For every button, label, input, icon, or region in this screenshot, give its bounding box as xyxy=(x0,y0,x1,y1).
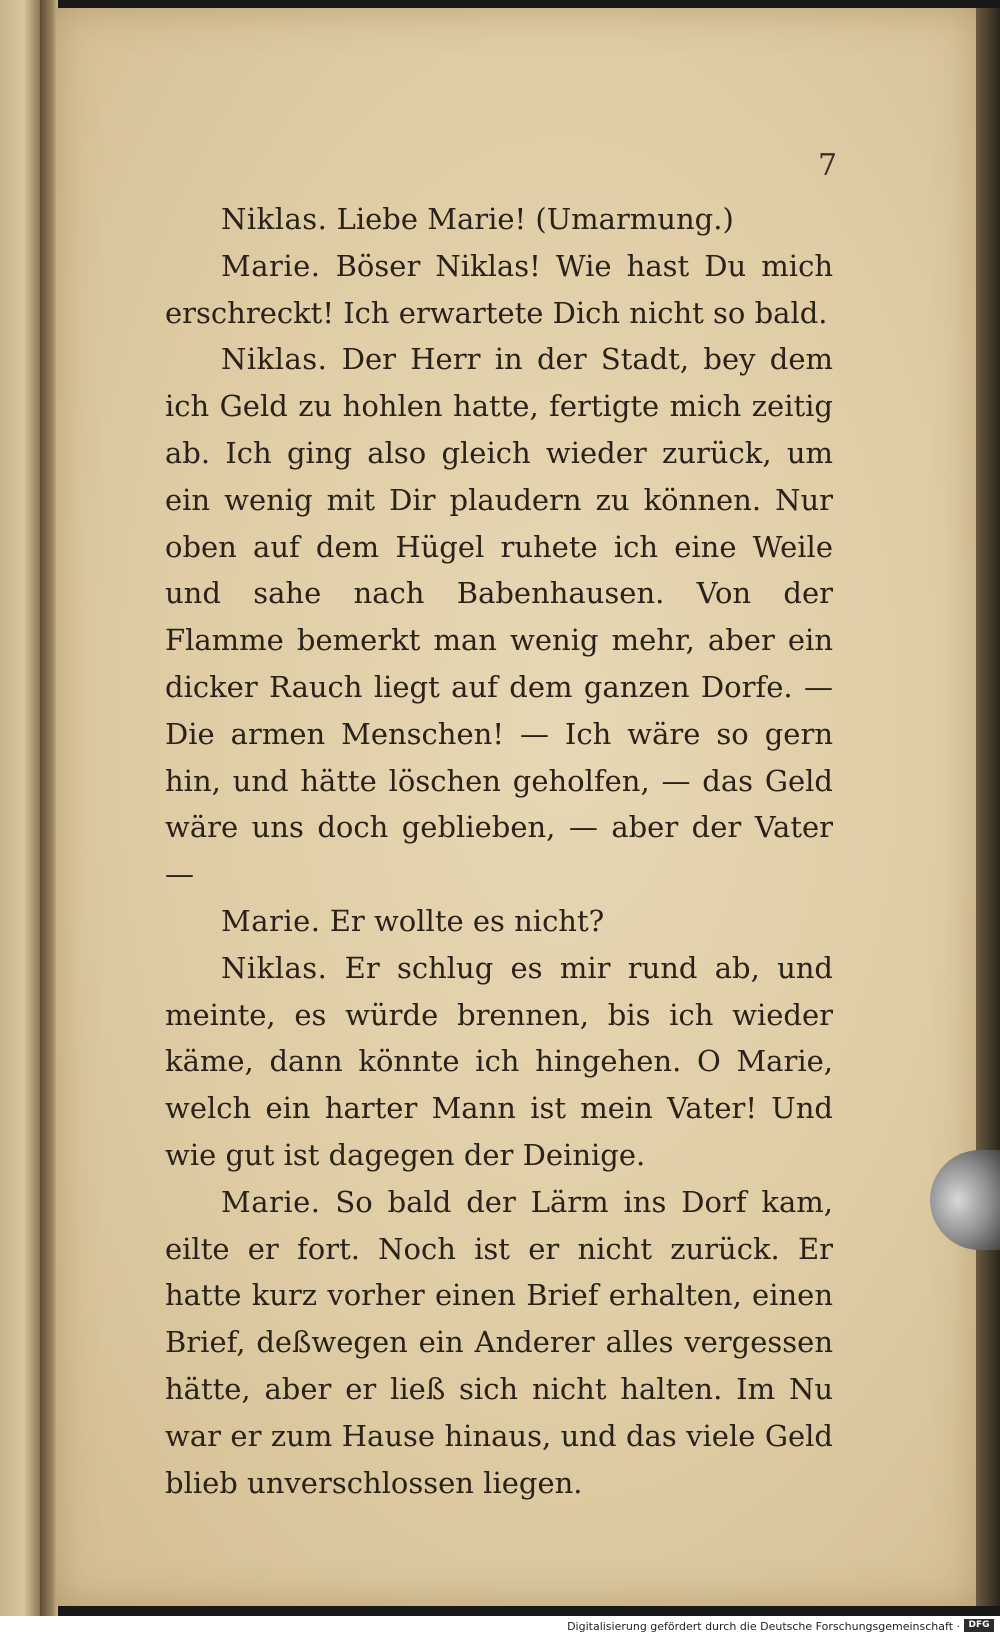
footer-bar xyxy=(0,1616,1000,1634)
paragraph-text: So bald der Lärm ins Dorf kam, eilte er fort. Noch ist er nicht zurück. Er hatte kurz vorher einen Brief erhalten, einen Brief, deßwegen ein Anderer alles vergessen hätte, aber er ließ sich nicht halten. Im Nu war er zum Hause hinaus, und das viele Geld blieb unverschlossen liegen. xyxy=(165,1184,834,1500)
dialogue-text xyxy=(165,196,833,1506)
speaker-name: Marie. xyxy=(221,248,321,283)
paragraph-text: Liebe Marie! (Umarmung.) xyxy=(336,202,734,236)
speaker-name: Niklas. xyxy=(221,950,328,985)
digitization-credit: Digitalisierung gefördert durch die Deutsche Forschungsgemeinschaft · xyxy=(567,1620,960,1633)
speaker-name: Marie. xyxy=(221,903,321,938)
paragraph xyxy=(165,945,833,1179)
paragraph-text: Er schlug es mir rund ab, und meinte, es würde brennen, bis ich wieder käme, dann könnte ich hingehen. O Marie, welch ein harter Mann ist mein Vater! Und wie gut ist dagegen der Deinige. xyxy=(165,950,833,1172)
page-shadow-edge xyxy=(976,8,1000,1606)
paragraph xyxy=(165,243,833,337)
speaker-name: Marie. xyxy=(221,1184,321,1219)
speaker-name: Niklas. xyxy=(221,202,328,236)
paragraph-text: Böser Niklas! Wie hast Du mich erschreckt! Ich erwartete Dich nicht so bald. xyxy=(165,248,834,330)
paragraph xyxy=(165,1179,833,1507)
paragraph-text: Der Herr in der Stadt, bey dem ich Geld zu hohlen hatte, fertigte mich zeitig ab. Ich ging also gleich wieder zurück, um ein wenig mit Dir plaudern zu können. Nur oben auf dem Hügel ruhete ich eine Weile und sahe nach Babenhausen. Von der Flamme bemerkt man wenig mehr, aber ein dicker Rauch liegt auf dem ganzen Dorfe. — Die armen Menschen! — Ich wäre so gern hin, und hätte löschen geholfen, — das Geld wäre uns doch geblieben, — aber der Vater — xyxy=(165,342,834,892)
speaker-name: Niklas. xyxy=(221,342,328,377)
page-number: 7 xyxy=(818,148,838,183)
paragraph xyxy=(165,196,833,243)
paragraph xyxy=(165,336,833,898)
paragraph-text: Er wollte es nicht? xyxy=(329,903,605,938)
dfg-logo: DFG xyxy=(964,1619,994,1632)
paragraph xyxy=(165,898,833,945)
facing-page-edge xyxy=(0,0,40,1620)
